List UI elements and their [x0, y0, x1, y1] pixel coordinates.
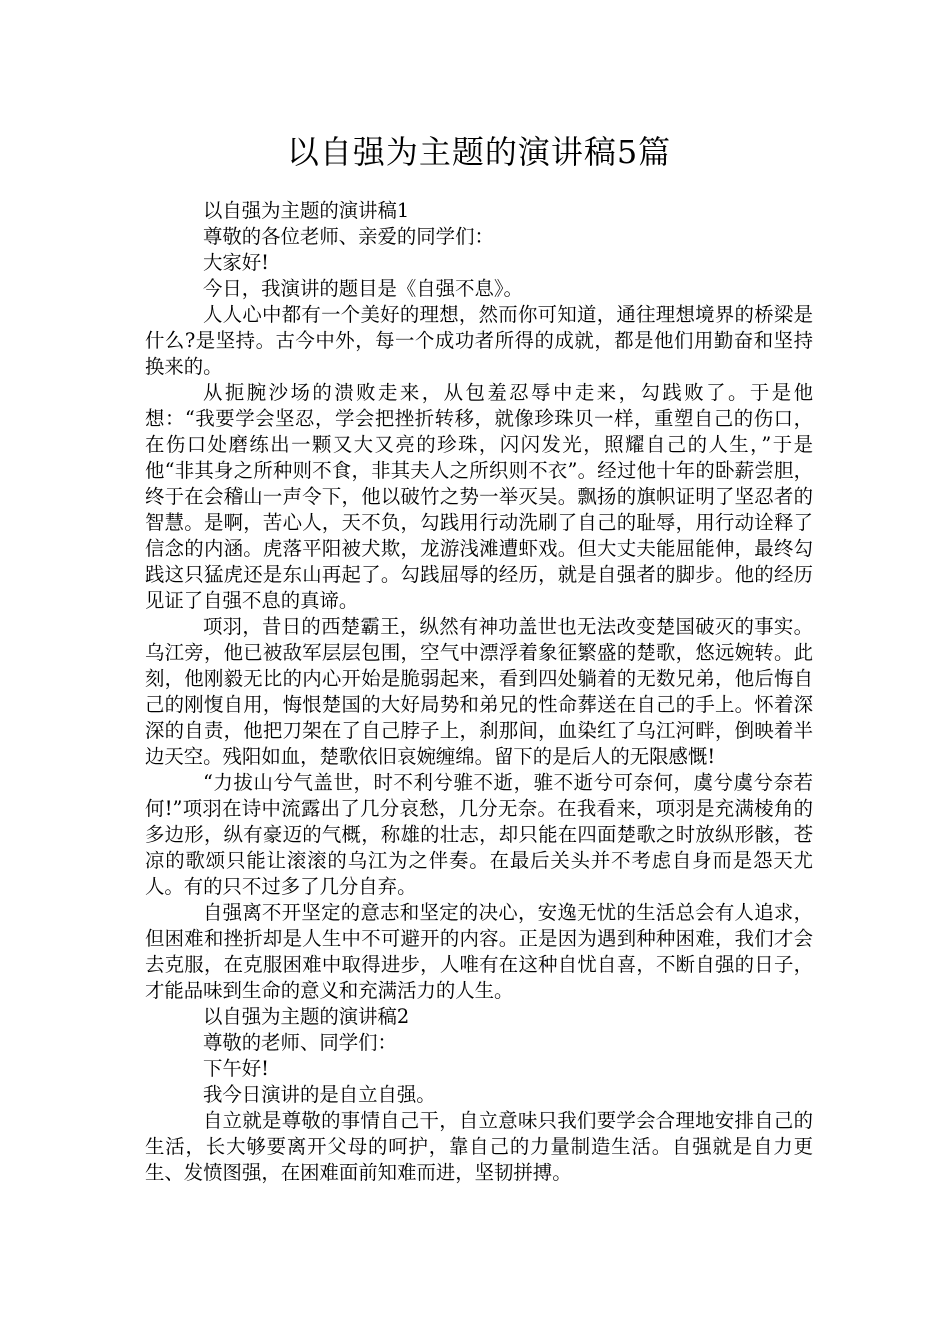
greeting: 大家好! — [203, 251, 269, 274]
document-page — [145, 0, 813, 1186]
paragraph: 项羽，昔日的西楚霸王，纵然有神功盖世也无法改变楚国破灭的事实。乌江旁，他已被敌军层层包围，空气中漂浮着象征繁盛的楚歌，悠远婉转。此刻，他刚毅无比的内心开始是脆弱起来，看到四处躺着的无数兄弟，他后悔自己的刚愎自用，悔恨楚国的大好局势和弟兄的性命葬送在自己的手上。怀着深深的自责，他把刀架在了自己脖子上，刹那间，血染红了乌江河畔，倒映着半边天空。残阳如血，楚歌依旧哀婉缠绵。留下的是后人的无限感慨! — [145, 615, 813, 768]
paragraph: 自强离不开坚定的意志和坚定的决心，安逸无忧的生活总会有人追求，但困难和挫折却是人生中不可避开的内容。正是因为遇到种种困难，我们才会去克服，在克服困难中取得进步，人唯有在这种自忧自喜，不断自强的日子，才能品味到生命的意义和充满活力的人生。 — [145, 901, 813, 1002]
salutation: 尊敬的各位老师、亲爱的同学们： — [203, 225, 494, 248]
document-title: 以自强为主题的演讲稿5篇 — [286, 133, 672, 171]
paragraph: 我今日演讲的是自立自强。 — [203, 1083, 436, 1106]
section-heading: 以自强为主题的演讲稿2 — [203, 1005, 410, 1028]
document-body — [145, 198, 813, 1186]
greeting: 下午好! — [203, 1057, 269, 1080]
paragraph: 人人心中都有一个美好的理想，然而你可知道，通往理想境界的桥梁是什么?是坚持。古今中外，每一个成功者所得的成就，都是他们用勤奋和坚持换来的。 — [145, 303, 813, 378]
paragraph: “力拔山兮气盖世，时不利兮骓不逝，骓不逝兮可奈何，虞兮虞兮奈若何!”项羽在诗中流露出了几分哀愁，几分无奈。在我看来，项羽是充满棱角的多边形，纵有豪迈的气概，称雄的壮志，却只能在四面楚歌之时放纵形骸，苍凉的歌颂只能让滚滚的乌江为之伴奏。在最后关头并不考虑自身而是怨天尤人。有的只不过多了几分自弃。 — [145, 771, 813, 898]
paragraph: 今日，我演讲的题目是《自强不息》。 — [203, 277, 523, 300]
salutation: 尊敬的老师、同学们： — [203, 1031, 397, 1054]
paragraph: 自立就是尊敬的事情自己干，自立意味只我们要学会合理地安排自己的生活，长大够要离开父母的呵护，靠自己的力量制造生活。自强就是自力更生、发愤图强，在困难面前知难而进，坚韧拼搏。 — [145, 1109, 813, 1184]
paragraph: 从扼腕沙场的溃败走来，从包羞忍辱中走来，勾践败了。于是他想：“我要学会坚忍，学会把挫折转移，就像珍珠贝一样，重塑自己的伤口，在伤口处磨练出一颗又大又亮的珍珠，闪闪发光，照耀自己的人生，”于是他“非其身之所种则不食，非其夫人之所织则不衣”。经过他十年的卧薪尝胆，终于在会稽山一声令下，他以破竹之势一举灭吴。飘扬的旗帜证明了坚忍者的智慧。是啊，苦心人，天不负，勾践用行动洗刷了自己的耻辱，用行动诠释了信念的内涵。虎落平阳被犬欺，龙游浅滩遭虾戏。但大丈夫能屈能伸，最终勾践这只猛虎还是东山再起了。勾践屈辱的经历，就是自强者的脚步。他的经历见证了自强不息的真谛。 — [145, 381, 813, 612]
section-heading: 以自强为主题的演讲稿1 — [203, 199, 410, 222]
